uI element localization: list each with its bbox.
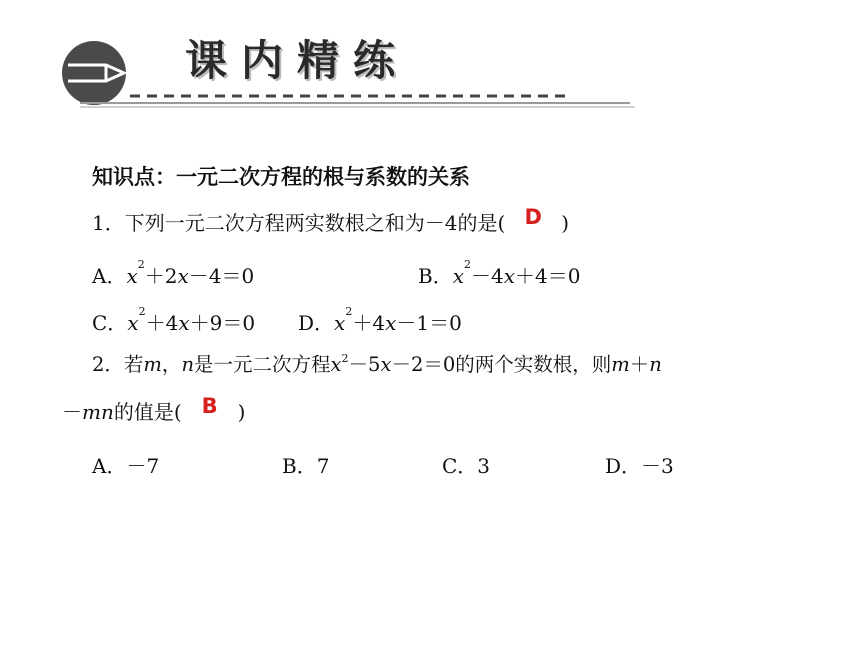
question-2-stem-cont: －mn的值是( B ) [62, 394, 246, 424]
section-heading: 知识点：一元二次方程的根与系数的关系 [92, 165, 470, 189]
question-2-option-a: A．－7 [92, 454, 160, 478]
question-1-option-a: A．$x^2+2x-4=0$ [92, 258, 255, 288]
question-2-stem: 2．若m，n是一元二次方程$x^2-5x-2=0$的两个实数根，则m＋n [92, 352, 662, 376]
header-divider [70, 86, 640, 110]
question-1-option-b: B．$x^2-4x+4=0$ [418, 258, 581, 288]
page-title: 课内精练 [185, 36, 410, 85]
question-1-option-c: C．$x^2+4x+9=0$ [92, 305, 256, 335]
question-1-option-d: D．$x^2+4x-1=0$ [298, 305, 462, 335]
question-1-stem: 1．下列一元二次方程两实数根之和为－4的是( [92, 211, 506, 235]
question-2-option-d: D．－3 [605, 454, 674, 478]
question-2-option-c: C．3 [442, 454, 491, 478]
question-1-answer: D [524, 205, 542, 229]
question-2-option-b: B．7 [282, 454, 330, 478]
question-1: 1．下列一元二次方程两实数根之和为－4的是( D ) [92, 205, 570, 235]
question-2-answer: B [201, 394, 218, 418]
